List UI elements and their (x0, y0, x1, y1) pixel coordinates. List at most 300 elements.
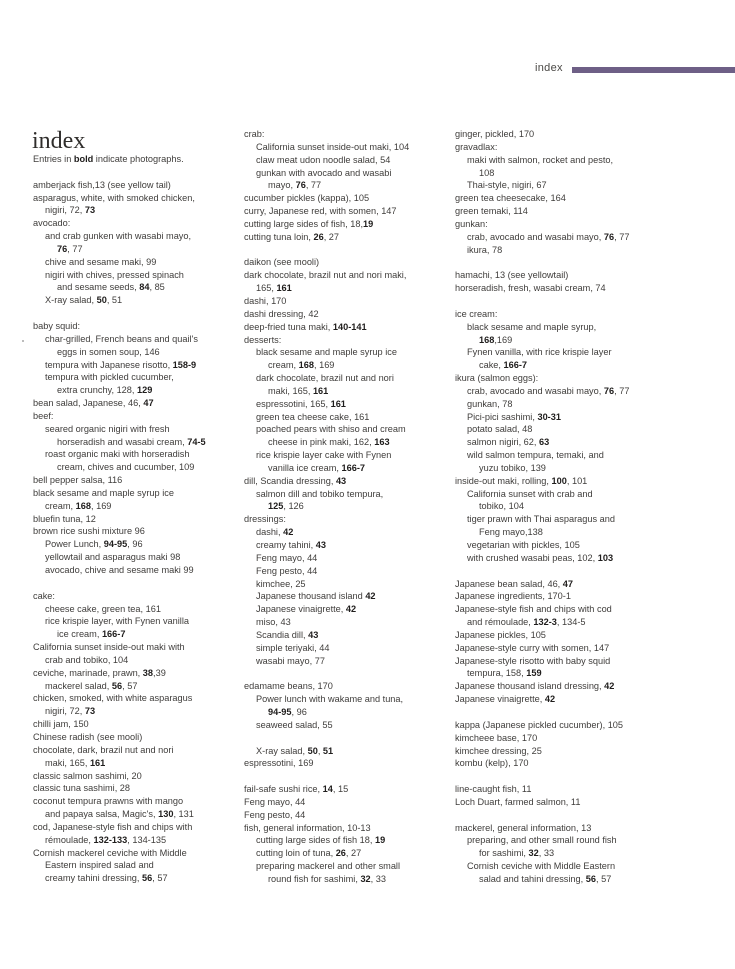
entry-text: Cornish ceviche with Middle Eastern (467, 861, 616, 872)
entry-text: kimchee dressing, 25 (455, 745, 542, 756)
index-subentry (33, 551, 233, 564)
intro-note (33, 153, 233, 166)
index-subentry (33, 346, 233, 359)
index-subentry (455, 552, 670, 565)
index-subentry (244, 603, 449, 616)
index-subentry (244, 873, 449, 886)
index-entry (455, 372, 670, 385)
entry-gap (244, 667, 449, 680)
entry-text: , 85 (149, 282, 165, 293)
entry-text: nigiri with chives, pressed spinach (45, 269, 184, 280)
index-entry (33, 513, 233, 526)
photo-page-ref: 168 (75, 500, 91, 511)
entry-text: Japanese vinaigrette, (256, 604, 346, 615)
index-entry (455, 642, 670, 655)
index-subentry (33, 359, 233, 372)
index-subentry (455, 398, 670, 411)
photo-page-ref: 42 (604, 681, 615, 692)
entry-text: dashi dressing, 42 (244, 308, 319, 319)
index-entry (244, 513, 449, 526)
photo-page-ref: 14 (322, 784, 333, 795)
entry-text: deep-fried tuna maki, (244, 321, 333, 332)
index-subentry (33, 859, 233, 872)
index-entry (455, 475, 670, 488)
entry-text: cutting tuna loin, (244, 231, 314, 242)
index-entry (33, 782, 233, 795)
entry-text: , 126 (283, 501, 304, 512)
entry-text: dashi, 170 (244, 295, 287, 306)
index-entry (455, 796, 670, 809)
index-subentry (244, 629, 449, 642)
entry-text: maki, 165, (45, 757, 90, 768)
entry-text: fail-safe sushi rice, (244, 784, 323, 795)
entry-text: Japanese vinaigrette, (455, 694, 545, 705)
entry-text: eggs in somen soup, 146 (57, 346, 160, 357)
index-entry (33, 192, 233, 205)
entry-gap (455, 770, 670, 783)
entry-text: and sesame seeds, (57, 282, 140, 293)
entry-text: Japanese pickles, 105 (455, 629, 546, 640)
entry-text: char-grilled, French beans and quail's (45, 333, 198, 344)
entry-gap (244, 732, 449, 745)
entry-text: asparagus, white, with smoked chicken, (33, 192, 195, 203)
entry-text: ice cream, (57, 629, 102, 640)
entry-text: and crab gunken with wasabi mayo, (45, 231, 192, 242)
index-entry (244, 308, 449, 321)
entry-text: salmon nigiri, 62, (467, 437, 540, 448)
index-subentry (244, 423, 449, 436)
index-entries (33, 179, 233, 885)
index-entry (455, 603, 670, 616)
entry-text: Japanese-style fish and chips with cod (455, 604, 612, 615)
entry-text: rice krispie layer cake with Fynen (256, 450, 392, 461)
entry-text: Chinese radish (see mooli) (33, 731, 143, 742)
index-subentry (33, 294, 233, 307)
entry-text: espressotini, 169 (244, 758, 314, 769)
index-subentry (33, 204, 233, 217)
entry-text: black sesame and maple syrup ice (256, 347, 397, 358)
entry-text: fish, general information, 10-13 (244, 822, 371, 833)
photo-page-ref: 56 (111, 680, 123, 691)
entry-text: cheese cake, green tea, 161 (45, 603, 161, 614)
entry-text: vanilla ice cream, (268, 462, 342, 473)
entry-text: dill, Scandia dressing, (244, 475, 336, 486)
entry-text: with crushed wasabi peas, 102, (467, 552, 598, 563)
entry-text: , 169 (90, 500, 112, 511)
entry-text: gravadlax: (455, 141, 498, 152)
running-head-bar (572, 67, 735, 73)
entry-text: maki, 165, (268, 385, 313, 396)
index-subentry (33, 281, 233, 294)
entry-text: Power lunch with wakame and tuna, (256, 694, 404, 705)
entry-text: Japanese bean salad, 46, (455, 578, 563, 589)
entry-gap (455, 295, 670, 308)
index-entry (244, 822, 449, 835)
index-subentry (455, 616, 670, 629)
entry-gap (244, 244, 449, 257)
index-entry (33, 397, 233, 410)
index-entry (455, 141, 670, 154)
index-entry (455, 719, 670, 732)
entry-text: creamy tahini dressing, (45, 873, 143, 884)
entry-text: claw meat udon noodle salad, 54 (256, 154, 391, 165)
entry-text: horseradish, fresh, wasabi cream, 74 (455, 283, 606, 294)
entry-text: Fynen vanilla, with rice krispie layer (467, 347, 612, 358)
index-entry (33, 410, 233, 423)
photo-page-ref: 166-7 (503, 360, 528, 371)
entry-text: , 101 (566, 475, 588, 486)
index-entry (455, 308, 670, 321)
index-entry (33, 474, 233, 487)
entry-text: bell pepper salsa, 116 (33, 475, 123, 486)
photo-page-ref: 47 (562, 578, 574, 589)
entry-text: tiger prawn with Thai asparagus and (467, 514, 615, 525)
photo-page-ref: 74-5 (187, 436, 206, 447)
photo-page-ref: 94-95 (268, 706, 292, 717)
entry-text: potato salad, 48 (467, 424, 533, 435)
photo-page-ref: 19 (363, 218, 374, 229)
index-entry (455, 745, 670, 758)
entry-text: cheese in pink maki, 162, (268, 437, 375, 448)
photo-page-ref: 51 (322, 745, 334, 756)
entry-text: 108 (479, 167, 495, 178)
entry-text: , 96 (291, 706, 307, 717)
entry-text: roast organic maki with horseradish (45, 449, 190, 460)
index-subentry (33, 423, 233, 436)
entry-text: Japanese-style risotto with baby squid (455, 655, 611, 666)
entry-gap (33, 307, 233, 320)
index-subentry (33, 808, 233, 821)
entry-text: gunkan: (455, 218, 488, 229)
entry-text: , 77 (614, 385, 630, 396)
entry-text: X-ray salad, (45, 295, 97, 306)
index-subentry (33, 230, 233, 243)
index-subentry (244, 346, 449, 359)
entry-text: brown rice sushi mixture 96 (33, 526, 145, 537)
index-subentry (455, 436, 670, 449)
index-subentry (33, 654, 233, 667)
index-entry (33, 667, 233, 680)
entry-text: wild salmon tempura, temaki, and (467, 450, 604, 461)
entry-text: desserts: (244, 334, 282, 345)
entry-text: ikura, 78 (467, 244, 503, 255)
entry-text: inside-out maki, rolling, (455, 475, 552, 486)
photo-page-ref: 76 (603, 385, 615, 396)
index-subentry (244, 552, 449, 565)
entry-text: , 131 (173, 809, 194, 820)
index-entry (33, 320, 233, 333)
index-column-1 (33, 128, 233, 885)
entry-text: , 33 (370, 873, 386, 884)
index-subentry (455, 847, 670, 860)
entry-text: avocado: (33, 218, 71, 229)
index-subentry (244, 719, 449, 732)
photo-page-ref: 42 (283, 527, 294, 538)
index-entry (244, 295, 449, 308)
index-subentry (244, 436, 449, 449)
entry-text: gunkan with avocado and wasabi (256, 167, 392, 178)
entry-text: nigiri, 72, (45, 706, 85, 717)
entry-text: poached pears with shiso and cream (256, 424, 406, 435)
entry-text: indicate photographs. (93, 154, 184, 164)
entry-text: ,169 (494, 334, 513, 345)
entry-text: salad and tahini dressing, (479, 873, 586, 884)
index-subentry (244, 500, 449, 513)
entry-text: preparing, and other small round fish (467, 835, 617, 846)
photo-page-ref: 26 (335, 848, 346, 859)
photo-page-ref: 47 (143, 398, 154, 409)
page-title: index (32, 128, 86, 154)
index-subentry (33, 615, 233, 628)
index-entry (455, 680, 670, 693)
running-head-label: index (535, 62, 563, 74)
entry-text: horseradish and wasabi cream, (57, 436, 188, 447)
index-subentry (33, 436, 233, 449)
index-subentry (455, 179, 670, 192)
photo-page-ref: 158-9 (172, 359, 197, 370)
index-subentry (244, 616, 449, 629)
entry-text: rémoulade, (45, 834, 94, 845)
index-subentry (244, 488, 449, 501)
index-entry (244, 321, 449, 334)
print-speck (22, 340, 24, 342)
photo-page-ref: 63 (539, 437, 550, 448)
index-entry (455, 732, 670, 745)
entry-text: classic tuna sashimi, 28 (33, 783, 131, 794)
entry-text: bean salad, Japanese, 46, (33, 398, 144, 409)
entry-text: crab and tobiko, 104 (45, 654, 129, 665)
entry-text: classic salmon sashimi, 20 (33, 770, 142, 781)
photo-page-ref: bold (73, 154, 94, 164)
entry-text: Japanese thousand island (256, 591, 366, 602)
index-subentry (244, 860, 449, 873)
entry-text: Japanese thousand island dressing, (455, 681, 605, 692)
photo-page-ref: 168 (298, 360, 314, 371)
entry-text: cutting large sides of fish 18, (256, 835, 375, 846)
entry-text: green temaki, 114 (455, 206, 528, 217)
index-entries (244, 128, 449, 886)
index-subentry (244, 179, 449, 192)
photo-page-ref: 163 (374, 437, 390, 448)
entry-text: hamachi, 13 (see yellowtail) (455, 270, 569, 281)
entry-text: , 57 (122, 680, 138, 691)
index-subentry (244, 834, 449, 847)
photo-page-ref: 76 (295, 180, 306, 191)
index-entry (244, 757, 449, 770)
entry-text: Cornish mackerel ceviche with Middle (33, 847, 187, 858)
entry-text: 165, (256, 283, 277, 294)
entry-text: baby squid: (33, 320, 80, 331)
index-entry (244, 783, 449, 796)
index-subentry (455, 526, 670, 539)
entry-text: crab: (244, 129, 265, 139)
photo-page-ref: 103 (597, 552, 614, 563)
entry-text: , 15 (332, 784, 349, 795)
index-entry (455, 693, 670, 706)
index-subentry (244, 141, 449, 154)
index-subentry (455, 488, 670, 501)
entry-text: Feng pesto, 44 (244, 809, 306, 820)
entry-text: dark chocolate, brazil nut and nori maki, (244, 270, 407, 281)
index-subentry (244, 372, 449, 385)
entry-text: , 134-135 (127, 834, 167, 845)
index-subentry (33, 757, 233, 770)
index-subentry (455, 154, 670, 167)
photo-page-ref: 19 (375, 835, 386, 846)
entry-text: cake: (33, 590, 55, 601)
index-entry (244, 128, 449, 141)
entry-text: , 77 (67, 243, 83, 254)
index-subentry (455, 334, 670, 347)
index-subentry (244, 462, 449, 475)
photo-page-ref: 132-133 (93, 834, 128, 845)
entry-text: green tea cheese cake, 161 (256, 411, 370, 422)
entry-text: yuzu tobiko, 139 (479, 462, 546, 473)
index-subentry (244, 385, 449, 398)
entry-text: kimcheee base, 170 (455, 732, 538, 743)
index-entry (33, 692, 233, 705)
entry-text: chilli jam, 150 (33, 719, 89, 730)
index-entry (455, 578, 670, 591)
entry-text: ceviche, marinade, prawn, (33, 667, 143, 678)
index-subentry (455, 462, 670, 475)
index-entry (455, 128, 670, 141)
photo-page-ref: 140-141 (332, 321, 367, 332)
index-subentry (244, 154, 449, 167)
entry-text: , 134-5 (556, 617, 586, 628)
entry-text: ginger, pickled, 170 (455, 129, 535, 139)
entry-text: dashi, (256, 527, 284, 538)
photo-page-ref: 42 (345, 604, 357, 615)
entry-text: tempura with pickled cucumber, (45, 372, 174, 383)
entry-text: Feng pesto, 44 (256, 565, 318, 576)
index-entry (33, 847, 233, 860)
entry-text: rice krispie layer, with Fynen vanilla (45, 616, 189, 627)
index-column-2 (244, 128, 449, 886)
index-entry (244, 269, 449, 282)
entry-text: , 77 (305, 180, 322, 191)
index-subentry (244, 578, 449, 591)
entry-text: mayo, (268, 180, 296, 191)
index-entry (244, 205, 449, 218)
index-subentry (33, 564, 233, 577)
index-entry (455, 269, 670, 282)
photo-page-ref: 43 (335, 475, 347, 486)
index-entry (244, 796, 449, 809)
entry-text: salmon dill and tobiko tempura, (256, 488, 384, 499)
index-entry (33, 487, 233, 500)
entry-text: gunkan, 78 (467, 398, 513, 409)
entry-text: simple teriyaki, 44 (256, 642, 330, 653)
photo-page-ref: 30-31 (537, 411, 561, 422)
index-subentry (244, 745, 449, 758)
index-subentry (33, 256, 233, 269)
entry-text: , 51 (106, 295, 123, 306)
index-subentry (33, 834, 233, 847)
index-subentry (244, 642, 449, 655)
index-entry (33, 770, 233, 783)
index-subentry (33, 872, 233, 885)
entry-text: seaweed salad, 55 (256, 719, 333, 730)
index-entry (455, 757, 670, 770)
index-subentry (33, 333, 233, 346)
index-entry (455, 205, 670, 218)
entry-text: California sunset inside-out maki, 104 (256, 141, 410, 152)
index-subentry (455, 500, 670, 513)
index-entry (455, 218, 670, 231)
photo-page-ref: 42 (544, 694, 556, 705)
entry-text: dressings: (244, 514, 286, 525)
entry-text: preparing mackerel and other small (256, 861, 401, 872)
index-entry (33, 744, 233, 757)
index-entry (244, 680, 449, 693)
entry-text: ,39 (153, 667, 166, 678)
index-entry (33, 179, 233, 192)
entry-text: curry, Japanese red, with somen, 147 (244, 206, 397, 217)
photo-page-ref: 159 (526, 668, 542, 679)
entry-text: miso, 43 (256, 617, 291, 628)
index-subentry (244, 693, 449, 706)
entry-text: mackerel, general information, 13 (455, 822, 592, 833)
index-subentry (455, 385, 670, 398)
photo-page-ref: 32 (360, 873, 371, 884)
entry-text: avocado, chive and sesame maki 99 (45, 565, 194, 575)
entry-text: and rémoulade, (467, 617, 534, 628)
photo-page-ref: 100 (551, 475, 567, 486)
photo-page-ref: 161 (276, 283, 292, 294)
entry-text: vegetarian with pickles, 105 (467, 540, 580, 550)
entry-text: and papaya salsa, Magic's, (45, 809, 159, 820)
photo-page-ref: 56 (142, 873, 153, 884)
photo-page-ref: 166-7 (101, 629, 126, 640)
entry-text: yellowtail and asparagus maki 98 (45, 552, 181, 563)
photo-page-ref: 161 (89, 757, 106, 768)
entry-text: espressotini, 165, (256, 398, 331, 409)
entry-text: green tea cheesecake, 164 (455, 193, 566, 204)
entry-text: cutting loin of tuna, (256, 848, 336, 859)
index-subentry (244, 398, 449, 411)
entry-text: tempura, 158, (467, 668, 527, 679)
entry-text: Feng mayo,138 (479, 527, 543, 538)
photo-page-ref: 42 (365, 591, 376, 602)
entry-text: black sesame and maple syrup ice (33, 487, 174, 498)
index-entry (455, 783, 670, 796)
entry-text: cream, chives and cucumber, 109 (57, 462, 195, 473)
entry-text: Eastern inspired salad and (45, 860, 154, 871)
entry-text: for sashimi, (479, 848, 529, 859)
entry-text: X-ray salad, (256, 745, 308, 756)
entry-text: ikura (salmon eggs): (455, 373, 539, 384)
photo-page-ref: 50 (307, 745, 318, 756)
photo-page-ref: 161 (312, 385, 329, 396)
index-subentry (244, 565, 449, 578)
index-entry (455, 629, 670, 642)
entry-text: crab, avocado and wasabi mayo, (467, 385, 604, 396)
photo-page-ref: 43 (315, 540, 326, 550)
index-subentry (33, 448, 233, 461)
index-subentry (455, 667, 670, 680)
entry-gap (455, 565, 670, 578)
entry-text: Thai-style, nigiri, 67 (467, 180, 547, 191)
index-subentry (244, 282, 449, 295)
index-subentry (455, 346, 670, 359)
entry-text: bluefin tuna, 12 (33, 513, 96, 524)
index-subentry (455, 231, 670, 244)
index-entry (455, 282, 670, 295)
index-entry (244, 809, 449, 822)
index-subentry (33, 371, 233, 384)
entry-text: Japanese ingredients, 170-1 (455, 591, 571, 602)
